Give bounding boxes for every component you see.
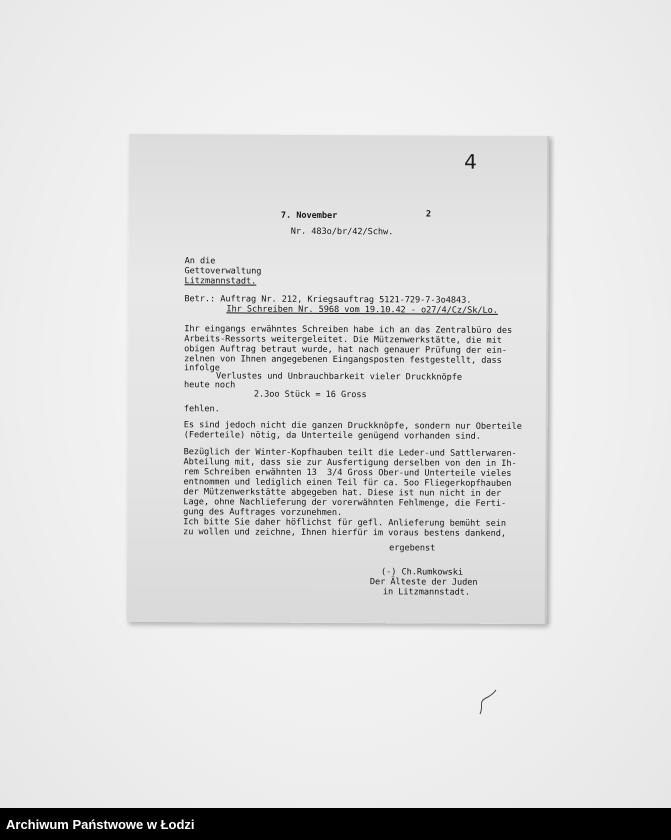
body-line: gung des Auftrages vorzunehmen. — [183, 507, 343, 519]
page-number: 4 — [464, 149, 477, 174]
archive-label: Archiwum Państwowe w Łodzi — [6, 816, 195, 832]
body-line: Lage, ohne Nachlieferung der vorerwähnten Fehlmenge, die Ferti- — [183, 497, 507, 509]
body-line: Ihr eingangs erwähntes Schreiben habe ich an das Zentralbüro des — [184, 324, 513, 336]
body-line: Es sind jedoch nicht die ganzen Druckknöpfe, sondern nur Oberteile — [183, 420, 522, 432]
reference-number: Nr. 483o/br/42/Schw. — [290, 226, 394, 238]
body-line: entnommen und lediglich einen Teil für ca. 5oo Fliegerkopfhauben — [183, 477, 512, 489]
quantity-line: 2.3oo Stück = 16 Gross — [253, 389, 367, 401]
body-line: zu wollen und zeichne, Ihnen hierfür im voraus bestens dankend, — [183, 527, 507, 539]
body-line: Abteilung mit, dass sie zur Ausfertigung derselben von den in Ih- — [183, 457, 517, 469]
body-line: zelnen von Ihnen angegebenen Eingangsposten festgestellt, dass — [184, 354, 502, 366]
body-line: Ich bitte Sie daher höflichst für gefl. Anlieferung bemüht sein — [183, 517, 507, 529]
body-line: Verlustes und Unbrauchbarkeit vieler Druckknöpfe — [215, 371, 462, 383]
archive-footer-bar — [0, 808, 671, 840]
body-line: (Federteile) nötig, da Unterteile genügend vorhanden sind. — [183, 430, 481, 442]
body-line: der Mützenwerkstätte abgegeben hat. Diese ist nun nicht in der — [183, 487, 502, 499]
body-line: rem Schreiben erwähnten 13 3/4 Gross Ober-und Unterteile vieles — [183, 467, 512, 479]
subject-line: Ihr Schreiben Nr. 5968 vom 19.10.42 - o27/4/Cz/Sk/Lo. — [226, 304, 498, 316]
recipient-line: Gettoverwaltung — [184, 266, 262, 277]
body-line: Bezüglich der Winter-Kopfhauben teilt die Leder-und Sattlerwaren- — [183, 447, 517, 459]
signature-line: in Litzmannstadt. — [382, 587, 471, 598]
closing: ergebenst — [389, 543, 436, 554]
body-line: obigen Auftrag betraut wurde, hat nach genauer Prüfung der ein- — [184, 344, 507, 356]
signature-line: (-) Ch.Rumkowski — [380, 567, 463, 578]
pencil-mark — [476, 688, 500, 718]
signature-line: Der Älteste der Juden — [369, 577, 478, 588]
body-line: fehlen. — [183, 404, 220, 415]
document-date: 7. November — [280, 210, 338, 221]
recipient-line: An die — [184, 256, 216, 267]
recipient-line: Litzmannstadt. — [184, 276, 257, 287]
body-line: Arbeits-Ressorts weitergeleitet. Die Mützenwerkstätte, die mit — [184, 334, 502, 346]
body-line: heute noch — [183, 380, 236, 391]
subject-line: Betr.: Auftrag Nr. 212, Kriegsauftrag 5121-729-7-3o4843. — [184, 294, 472, 306]
body-line: infolge — [184, 363, 220, 374]
document-date-suffix: 2 — [425, 209, 432, 220]
document-page — [127, 134, 550, 624]
